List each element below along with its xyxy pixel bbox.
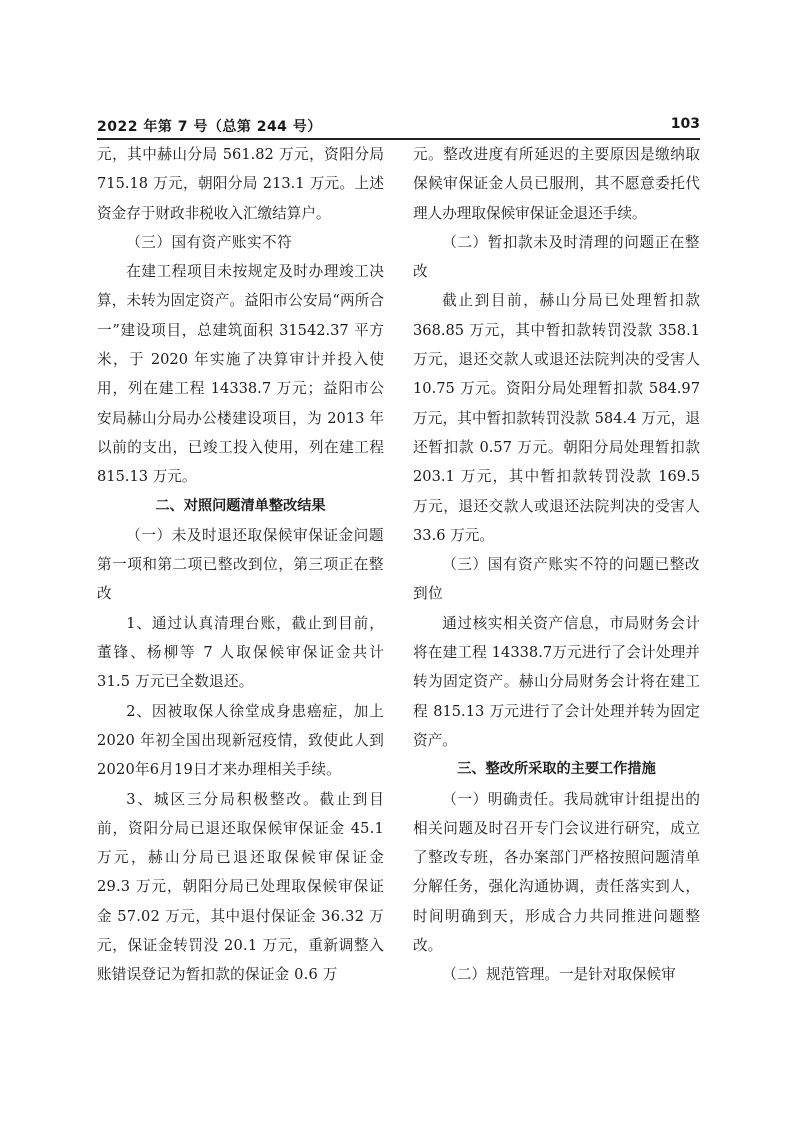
subsection-heading: （一）未及时退还取保候审保证金问题第一项和第二项已整改到位，第三项正在整改 — [97, 526, 384, 603]
paragraph: 元。整改进度有所延迟的主要原因是缴纳取保候审保证金人员已服刑，其不愿意委托代理人办理取保候审保证金退还手续。 — [413, 146, 700, 222]
section-heading: 三、整改所采取的主要工作措施 — [457, 761, 656, 778]
paragraph: 通过核实相关资产信息，市局财务会计将在建工程 14338.7万元进行了会计处理并转为固定资产。赫山分局财务会计将在建工程 815.13 万元进行了会计处理并转为固定资产。 — [413, 614, 700, 749]
paragraph: 元，其中赫山分局 561.82 万元，资阳分局 715.18 万元，朝阳分局 213.1 万元。上述资金存于财政非税收入汇缴结算户。 — [97, 146, 384, 222]
page-number: 103 — [670, 116, 700, 132]
paragraph: 在建工程项目未按规定及时办理竣工决算，未转为固定资产。益阳市公安局“两所合一”建设项目，总建筑面积 31542.37 平方米，于 2020 年实施了决算审计并投入使用，列在建工程 14338.7 万元；益阳市公安局赫山分局办公楼建设项目，为 2013 年以前的支出，已竣工投入使用，列在建工程 815.13 万元。 — [97, 263, 384, 486]
paragraph: 截止到目前，赫山分局已处理暂扣款 368.85 万元，其中暂扣款转罚没款 358.1 万元，退还交款人或退还法院判决的受害人 10.75 万元。资阳分局处理暂扣款 584.97 万元，其中暂扣款转罚没款 584.4 万元，退还暂扣款 0.57 万元。朝阳分局处理暂扣款 203.1 万元，其中暂扣款转罚没款 169.5 万元，退还交款人或退还法院判决的受害人 33.6 万元。 — [413, 292, 700, 544]
subsection-heading: （二）暂扣款未及时清理的问题正在整改 — [413, 233, 700, 281]
paragraph: （一）明确责任。我局就审计组提出的相关问题及时召开专门会议进行研究，成立了整改专班，各办案部门严格按照问题清单分解任务，强化沟通协调，责任落实到人，时间明确到天，形成合力共同推进问题整改。 — [413, 790, 700, 955]
paragraph: （二）规范管理。一是针对取保候审 — [442, 966, 676, 984]
section-heading: 二、对照问题清单整改结果 — [155, 497, 326, 514]
paragraph: 1、通过认真清理台账，截止到目前，董锋、杨柳等 7 人取保候审保证金共计 31.5 万元已全数退还。 — [97, 614, 384, 691]
left-column — [97, 140, 384, 990]
subsection-heading: （三）国有资产账实不符 — [126, 233, 293, 251]
paragraph: 3、城区三分局积极整改。截止到目前，资阳分局已退还取保候审保证金 45.1 万元，赫山分局已退还取保候审保证金 29.3 万元，朝阳分局已处理取保候审保证金 57.02 万元，其中退付保证金 36.32 万元，保证金转罚没 20.1 万元，重新调整入账错误登记为暂扣款的保证金 0.6 万 — [97, 790, 384, 984]
running-header — [97, 114, 700, 140]
subsection-heading: （三）国有资产账实不符的问题已整改到位 — [413, 556, 700, 603]
issue-label: 2022 年第 7 号（总第 244 号） — [97, 119, 322, 135]
paragraph: 2、因被取保人徐堂成身患癌症，加上 2020 年初全国出现新冠疫情，致使此人到2020年6月19日才来办理相关手续。 — [97, 702, 384, 779]
right-column — [413, 140, 700, 990]
